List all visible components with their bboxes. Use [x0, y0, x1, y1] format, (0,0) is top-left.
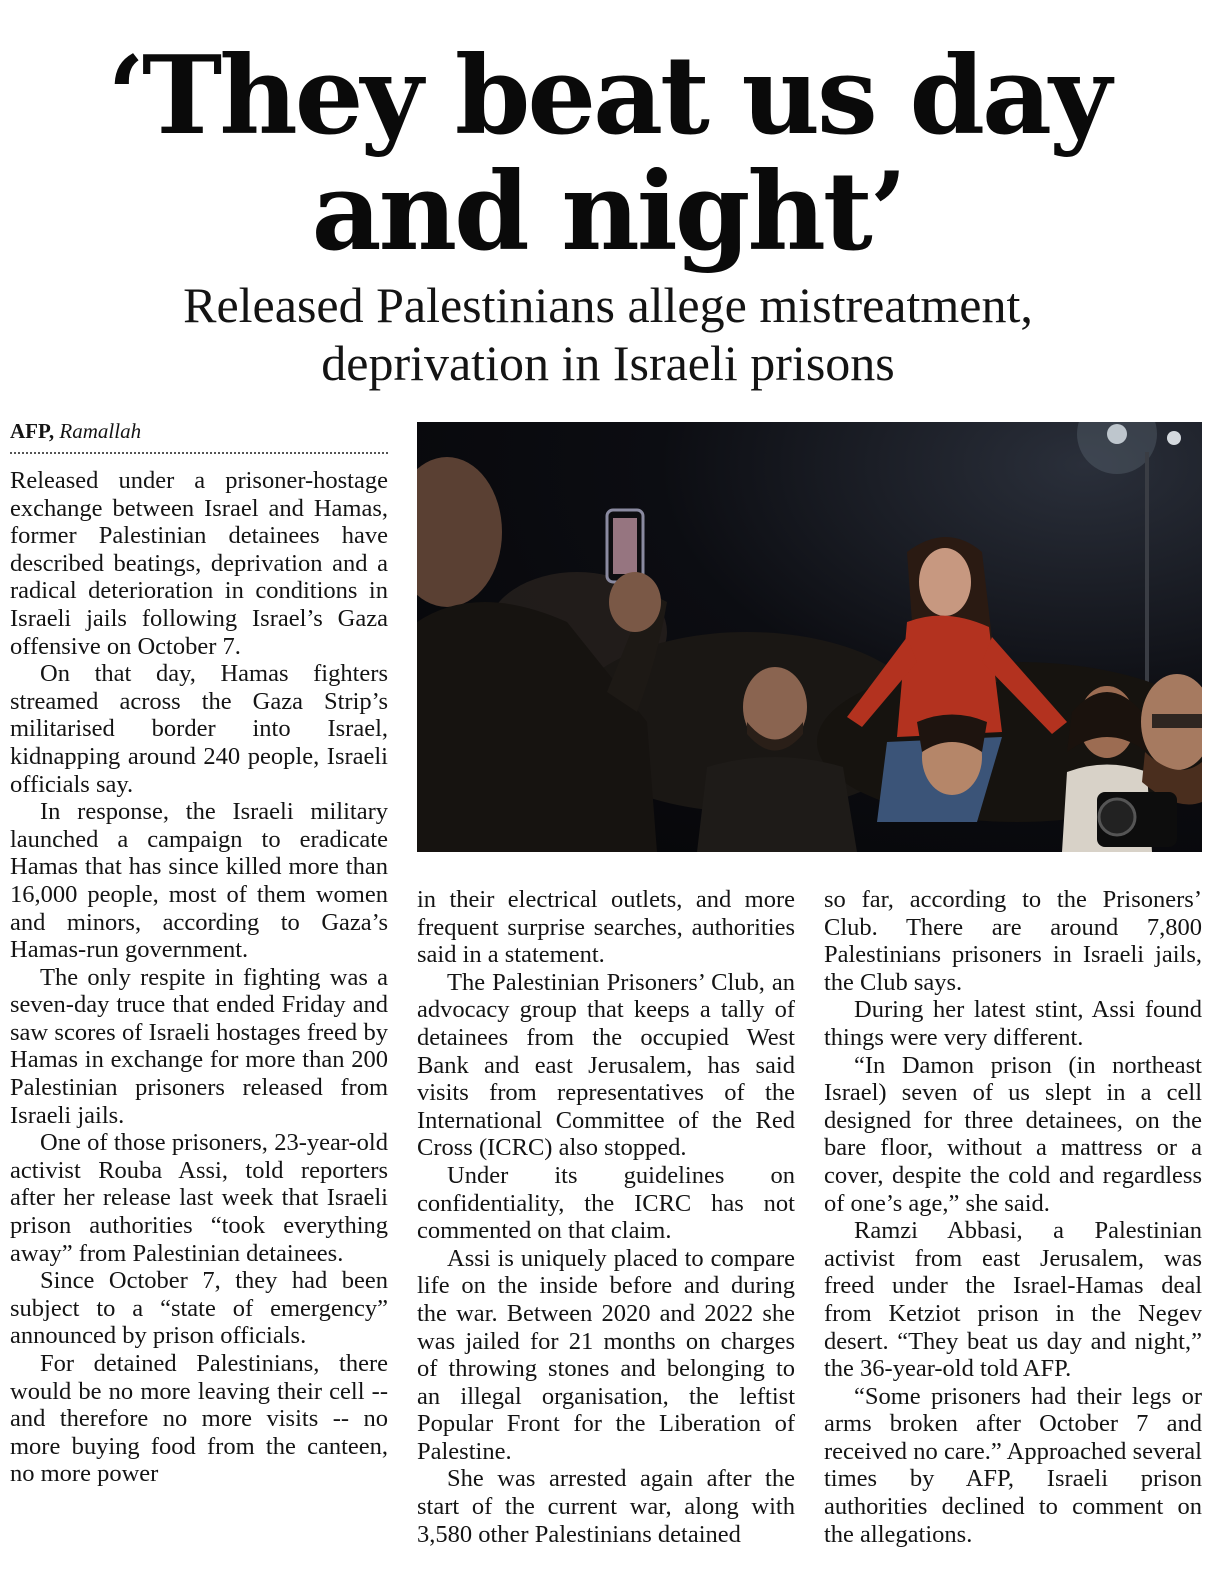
paragraph: Since October 7, they had been subject to a “state of emergency” announced by prison officials.: [10, 1267, 388, 1350]
bearded-man-jacket: [697, 757, 857, 852]
paragraph: in their electrical outlets, and more frequent surprise searches, authorities said in a statement.: [417, 886, 795, 969]
paragraph: The only respite in fighting was a seven-day truce that ended Friday and saw scores of Israeli hostages freed by Hamas in exchange for more than 200 Palestinian prisoners released from Israeli jails.: [10, 963, 388, 1129]
woman-face: [919, 548, 971, 616]
hand: [609, 572, 661, 632]
byline-divider: [10, 452, 388, 454]
paragraph: She was arrested again after the start of the current war, along with 3,580 other Palestinians detained: [417, 1465, 795, 1548]
byline-location: Ramallah: [59, 419, 142, 443]
subheadline: [0, 276, 1216, 392]
paragraph: Ramzi Abbasi, a Palestinian activist from east Jerusalem, was freed under the Israel-Hamas deal from Ketziot prison in the Negev desert. “They beat us day and night,” the 36-year-old told AFP.: [824, 1217, 1202, 1383]
article-column-1: [10, 467, 388, 1567]
paragraph: “Some prisoners had their legs or arms broken after October 7 and received no care.” Approached several times by AFP, Israeli prison authorities declined to comment on the allegations.: [824, 1382, 1202, 1548]
paragraph: On that day, Hamas fighters streamed across the Gaza Strip’s militarised border into Israel, kidnapping around 240 people, Israeli officials say.: [10, 660, 388, 798]
glasses: [1152, 714, 1202, 728]
man-head: [417, 457, 502, 607]
paragraph: For detained Palestinians, there would be no more leaving their cell -- and therefore no more visits -- no more buying food from the canteen, no more power: [10, 1350, 388, 1488]
article-column-2: [417, 886, 795, 1566]
news-photo: [417, 422, 1202, 852]
headline: [0, 33, 1216, 275]
headline-line-2: and night’: [311, 149, 905, 275]
camera-lens: [1099, 799, 1135, 835]
headline-line-1: ‘They beat us day: [107, 33, 1109, 159]
paragraph: Under its guidelines on confidentiality, the ICRC has not commented on that claim.: [417, 1161, 795, 1245]
article-column-3: [824, 886, 1202, 1566]
byline: [10, 418, 141, 444]
paragraph: Assi is uniquely placed to compare life on the inside before and during the war. Between 2020 and 2022 she was jailed for 21 months on charges of throwing stones and belonging to an illegal organisation, the leftist Popular Front for the Liberation of Palestine.: [417, 1244, 795, 1465]
paragraph: One of those prisoners, 23-year-old activist Rouba Assi, told reporters after her release last week that Israeli prison authorities “took everything away” from Palestinian detainees.: [10, 1129, 388, 1267]
paragraph: “In Damon prison (in northeast Israel) seven of us slept in a cell designed for three detainees, on the bare floor, without a mattress or a cover, despite the cold and regardless of one’s age,” she said.: [824, 1051, 1202, 1217]
photo-illustration: [417, 422, 1202, 852]
paragraph: so far, according to the Prisoners’ Club. There are around 7,800 Palestinians prisoners in Israeli jails, the Club says.: [824, 886, 1202, 996]
paragraph: The Palestinian Prisoners’ Club, an advocacy group that keeps a tally of detainees from the occupied West Bank and east Jerusalem, has said visits from representatives of the International Committee of the Red Cross (ICRC) also stopped.: [417, 968, 795, 1162]
paragraph: Released under a prisoner-hostage exchange between Israel and Hamas, former Palestinian detainees have described beatings, deprivation and a radical deterioration in conditions in Israeli jails following Israel’s Gaza offensive on October 7.: [10, 467, 388, 660]
phone-screen: [613, 518, 637, 574]
street-light: [1167, 431, 1181, 445]
paragraph: During her latest stint, Assi found things were very different.: [824, 996, 1202, 1051]
byline-agency: AFP,: [10, 419, 55, 443]
subheadline-line-1: Released Palestinians allege mistreatment,: [183, 277, 1033, 333]
subheadline-line-2: deprivation in Israeli prisons: [321, 335, 895, 391]
paragraph: In response, the Israeli military launched a campaign to eradicate Hamas that has since killed more than 16,000 people, most of them women and minors, according to Gaza’s Hamas-run government.: [10, 798, 388, 964]
